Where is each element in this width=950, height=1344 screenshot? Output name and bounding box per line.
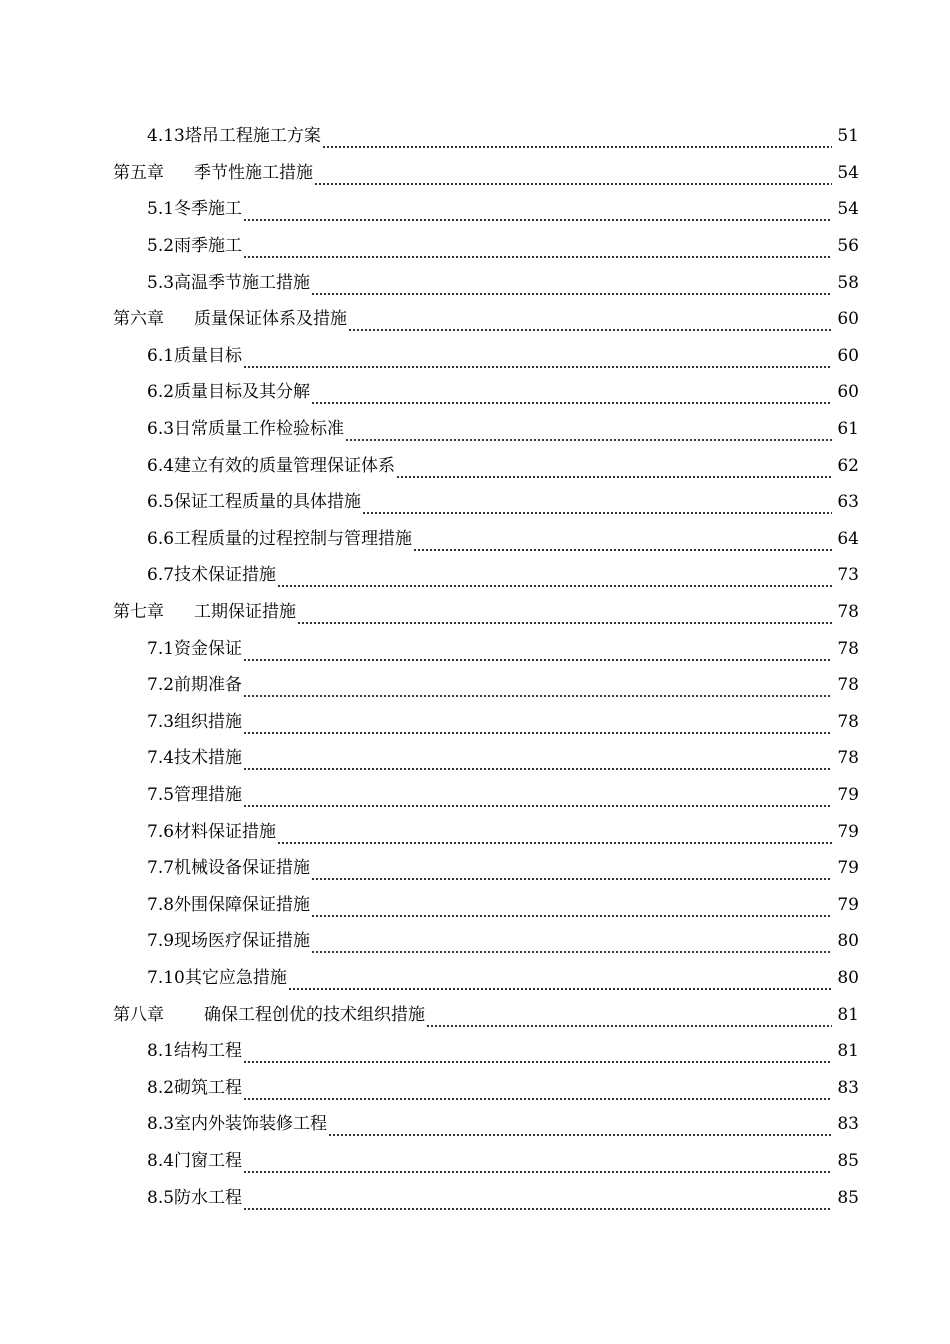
section-title: 建立有效的质量管理保证体系 <box>174 455 396 476</box>
section-title: 砌筑工程 <box>174 1077 243 1098</box>
chapter-number: 第六章 <box>113 309 164 330</box>
toc-entry-title <box>147 887 310 923</box>
page-number: 64 <box>837 528 859 549</box>
page-number: 78 <box>837 748 859 769</box>
page-number: 85 <box>837 1150 859 1171</box>
section-number: 6.3 <box>147 419 175 440</box>
toc-entry-title <box>147 265 310 301</box>
page-number: 60 <box>837 345 859 366</box>
section-number: 5.1 <box>147 199 175 220</box>
toc-section-entry[interactable] <box>0 777 950 814</box>
dot-leader <box>277 568 832 588</box>
toc-entry-title <box>147 118 321 154</box>
toc-entry-title <box>147 740 242 776</box>
section-title: 塔吊工程施工方案 <box>184 126 321 147</box>
dot-leader <box>243 642 832 662</box>
section-title: 室内外装饰装修工程 <box>174 1114 328 1135</box>
section-number: 7.4 <box>147 748 175 769</box>
chapter-number: 第五章 <box>113 162 164 183</box>
dot-leader <box>243 1191 832 1211</box>
dot-leader <box>362 495 832 515</box>
toc-section-entry[interactable] <box>0 1179 950 1216</box>
dot-leader <box>345 422 832 442</box>
section-number: 6.6 <box>147 528 175 549</box>
toc-entry-title <box>113 594 296 630</box>
chapter-title: 确保工程创优的技术组织措施 <box>204 1004 425 1025</box>
section-number: 8.2 <box>147 1077 175 1098</box>
toc-chapter-entry[interactable] <box>0 996 950 1033</box>
toc-section-entry[interactable] <box>0 228 950 265</box>
toc-entry-title <box>147 1033 242 1069</box>
toc-entry-title <box>147 191 242 227</box>
toc-section-entry[interactable] <box>0 850 950 887</box>
toc-entry-title <box>147 411 344 447</box>
section-title: 防水工程 <box>174 1187 243 1208</box>
section-title: 其它应急措施 <box>184 967 287 988</box>
page-number: 51 <box>837 126 859 147</box>
section-title: 前期准备 <box>174 675 243 696</box>
toc-entry-title <box>147 814 276 850</box>
section-title: 材料保证措施 <box>174 821 277 842</box>
page-number: 79 <box>837 894 859 915</box>
page-number: 58 <box>837 272 859 293</box>
dot-leader <box>328 1117 832 1137</box>
page-number: 81 <box>837 1041 859 1062</box>
page-number: 60 <box>837 309 859 330</box>
page-number: 79 <box>837 858 859 879</box>
toc-section-entry[interactable] <box>0 484 950 521</box>
section-number: 7.8 <box>147 894 175 915</box>
toc-entry-title <box>147 228 242 264</box>
page-number: 80 <box>837 967 859 988</box>
dot-leader <box>413 532 832 552</box>
toc-section-entry[interactable] <box>0 960 950 997</box>
dot-leader <box>243 1081 832 1101</box>
dot-leader <box>396 459 832 479</box>
section-number: 7.3 <box>147 711 175 732</box>
toc-section-entry[interactable] <box>0 447 950 484</box>
page-number: 62 <box>837 455 859 476</box>
section-title: 组织措施 <box>174 711 243 732</box>
page-number: 73 <box>837 565 859 586</box>
page-number: 81 <box>837 1004 859 1025</box>
section-number: 6.7 <box>147 565 175 586</box>
toc-section-entry[interactable] <box>0 1143 950 1180</box>
section-title: 日常质量工作检验标准 <box>174 419 345 440</box>
toc-section-entry[interactable] <box>0 886 950 923</box>
toc-entry-title <box>147 374 310 410</box>
section-number: 7.1 <box>147 638 175 659</box>
toc-entry-title <box>147 1180 242 1216</box>
dot-leader <box>348 312 832 332</box>
section-number: 6.1 <box>147 345 175 366</box>
dot-leader <box>297 605 832 625</box>
toc-section-entry[interactable] <box>0 740 950 777</box>
dot-leader <box>277 825 832 845</box>
chapter-title: 质量保证体系及措施 <box>194 309 347 330</box>
section-number: 8.1 <box>147 1041 175 1062</box>
page-number: 80 <box>837 931 859 952</box>
dot-leader <box>322 129 832 149</box>
section-title: 高温季节施工措施 <box>174 272 311 293</box>
section-number: 8.5 <box>147 1187 175 1208</box>
dot-leader <box>311 898 832 918</box>
section-title: 资金保证 <box>174 638 243 659</box>
toc-section-entry[interactable] <box>0 704 950 741</box>
page-number: 79 <box>837 821 859 842</box>
toc-entry-title <box>147 338 242 374</box>
section-number: 7.6 <box>147 821 175 842</box>
page-number: 54 <box>837 162 859 183</box>
table-of-contents <box>0 118 950 1216</box>
toc-entry-title <box>147 557 276 593</box>
section-title: 门窗工程 <box>174 1150 243 1171</box>
toc-entry-title <box>147 704 242 740</box>
section-title: 结构工程 <box>174 1041 243 1062</box>
dot-leader <box>243 1154 832 1174</box>
dot-leader <box>311 276 832 296</box>
section-number: 7.10 <box>147 967 185 988</box>
section-number: 7.2 <box>147 675 175 696</box>
dot-leader <box>243 751 832 771</box>
dot-leader <box>288 971 832 991</box>
page-number: 63 <box>837 492 859 513</box>
page-number: 60 <box>837 382 859 403</box>
section-title: 质量目标 <box>174 345 243 366</box>
toc-entry-title <box>147 667 242 703</box>
toc-section-entry[interactable] <box>0 118 950 155</box>
toc-section-entry[interactable] <box>0 630 950 667</box>
page-number: 79 <box>837 784 859 805</box>
toc-section-entry[interactable] <box>0 813 950 850</box>
dot-leader <box>243 202 832 222</box>
dot-leader <box>243 1044 832 1064</box>
toc-section-entry[interactable] <box>0 667 950 704</box>
toc-entry-title <box>147 484 361 520</box>
toc-entry-title <box>147 923 310 959</box>
section-title: 外围保障保证措施 <box>174 894 311 915</box>
toc-section-entry[interactable] <box>0 521 950 558</box>
toc-entry-title <box>147 777 242 813</box>
toc-section-entry[interactable] <box>0 374 950 411</box>
toc-entry-title <box>113 155 313 191</box>
toc-section-entry[interactable] <box>0 191 950 228</box>
section-title: 技术保证措施 <box>174 565 277 586</box>
chapter-number: 第八章 <box>113 1004 164 1025</box>
toc-section-entry[interactable] <box>0 411 950 448</box>
section-number: 5.2 <box>147 236 175 257</box>
section-number: 6.4 <box>147 455 175 476</box>
page-number: 54 <box>837 199 859 220</box>
toc-entry-title <box>147 521 412 557</box>
section-number: 6.2 <box>147 382 175 403</box>
page-number: 61 <box>837 419 859 440</box>
section-title: 机械设备保证措施 <box>174 858 311 879</box>
toc-chapter-entry[interactable] <box>0 155 950 192</box>
chapter-title: 工期保证措施 <box>194 602 296 623</box>
section-title: 保证工程质量的具体措施 <box>174 492 362 513</box>
toc-entry-title <box>147 448 395 484</box>
toc-section-entry[interactable] <box>0 1106 950 1143</box>
section-title: 雨季施工 <box>174 236 243 257</box>
section-title: 工程质量的过程控制与管理措施 <box>174 528 413 549</box>
section-title: 质量目标及其分解 <box>174 382 311 403</box>
page-number: 78 <box>837 711 859 732</box>
page-number: 85 <box>837 1187 859 1208</box>
toc-entry-title <box>147 1070 242 1106</box>
toc-chapter-entry[interactable] <box>0 301 950 338</box>
section-number: 7.5 <box>147 784 175 805</box>
dot-leader <box>243 349 832 369</box>
dot-leader <box>311 934 832 954</box>
toc-entry-title <box>147 1106 327 1142</box>
toc-entry-title <box>147 850 310 886</box>
toc-entry-title <box>147 1143 242 1179</box>
section-title: 冬季施工 <box>174 199 243 220</box>
section-title: 管理措施 <box>174 784 243 805</box>
page-number: 78 <box>837 675 859 696</box>
dot-leader <box>243 239 832 259</box>
dot-leader <box>243 678 832 698</box>
dot-leader <box>243 715 832 735</box>
toc-chapter-entry[interactable] <box>0 594 950 631</box>
dot-leader <box>314 166 832 186</box>
page-number: 56 <box>837 236 859 257</box>
section-title: 现场医疗保证措施 <box>174 931 311 952</box>
chapter-number: 第七章 <box>113 602 164 623</box>
toc-entry-title <box>113 997 425 1033</box>
page-number: 83 <box>837 1114 859 1135</box>
toc-section-entry[interactable] <box>0 1069 950 1106</box>
section-number: 6.5 <box>147 492 175 513</box>
section-number: 7.7 <box>147 858 175 879</box>
toc-section-entry[interactable] <box>0 557 950 594</box>
dot-leader <box>311 861 832 881</box>
dot-leader <box>243 788 832 808</box>
section-title: 技术措施 <box>174 748 243 769</box>
section-number: 8.3 <box>147 1114 175 1135</box>
section-number: 7.9 <box>147 931 175 952</box>
dot-leader <box>426 1008 832 1028</box>
toc-entry-title <box>147 631 242 667</box>
page-number: 83 <box>837 1077 859 1098</box>
section-number: 5.3 <box>147 272 175 293</box>
toc-entry-title <box>113 301 347 337</box>
dot-leader <box>311 385 832 405</box>
toc-section-entry[interactable] <box>0 264 950 301</box>
toc-section-entry[interactable] <box>0 923 950 960</box>
toc-section-entry[interactable] <box>0 338 950 375</box>
toc-entry-title <box>147 960 287 996</box>
toc-section-entry[interactable] <box>0 1033 950 1070</box>
chapter-title: 季节性施工措施 <box>194 162 313 183</box>
section-number: 4.13 <box>147 126 185 147</box>
section-number: 8.4 <box>147 1150 175 1171</box>
page-number: 78 <box>837 602 859 623</box>
page-number: 78 <box>837 638 859 659</box>
